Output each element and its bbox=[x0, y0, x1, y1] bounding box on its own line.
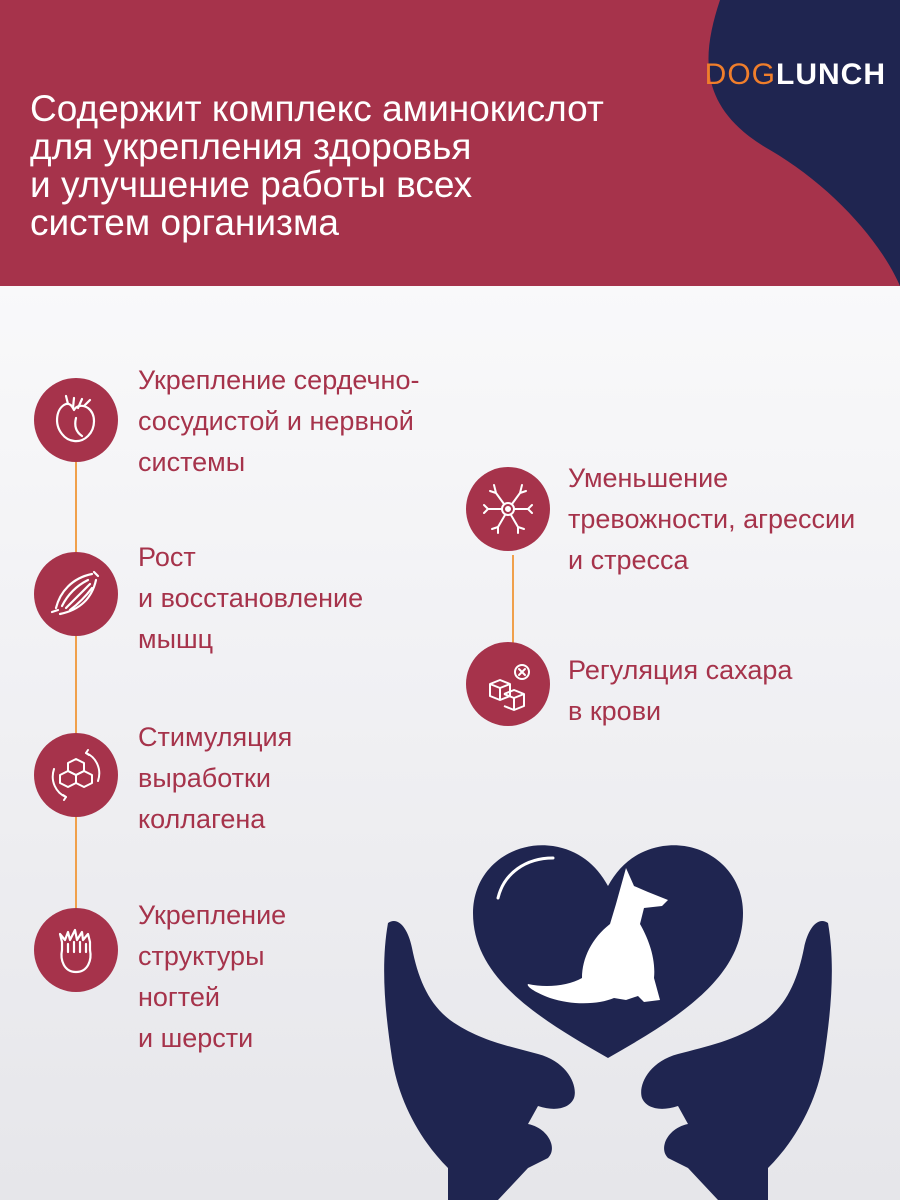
feature-line: в крови bbox=[568, 696, 662, 726]
logo-lunch: LUNCH bbox=[776, 58, 886, 91]
neuron-icon bbox=[466, 467, 550, 551]
feature-line: Регуляция сахара bbox=[568, 655, 793, 685]
muscle-icon bbox=[34, 552, 118, 636]
feature-line: Укрепление bbox=[138, 900, 287, 930]
header-banner bbox=[0, 0, 900, 286]
feature-sugar-text bbox=[568, 650, 792, 732]
feature-line: выработки bbox=[138, 763, 271, 793]
feature-line: ногтей bbox=[138, 982, 220, 1012]
hands-heart-dog-illustration bbox=[378, 828, 838, 1200]
headline-line: и улучшение работы всех bbox=[30, 164, 473, 205]
page-title bbox=[30, 90, 730, 242]
feature-neuron-text bbox=[568, 458, 855, 581]
paw-claws-icon bbox=[34, 908, 118, 992]
feature-line: Стимуляция bbox=[138, 722, 293, 752]
headline-line: для укрепления здоровья bbox=[30, 126, 472, 167]
brand-logo bbox=[705, 58, 886, 92]
feature-line: и восстановление bbox=[138, 583, 364, 613]
headline-line: Содержит комплекс аминокислот bbox=[30, 88, 604, 129]
feature-muscle-text bbox=[138, 537, 363, 660]
feature-line: системы bbox=[138, 447, 246, 477]
logo-dog: DOG bbox=[704, 58, 776, 91]
connector-line-left bbox=[75, 450, 77, 950]
feature-line: и шерсти bbox=[138, 1023, 254, 1053]
headline-line: систем организма bbox=[30, 202, 339, 243]
feature-line: мышц bbox=[138, 624, 214, 654]
feature-line: тревожности, агрессии bbox=[568, 504, 856, 534]
feature-collagen-text bbox=[138, 717, 292, 840]
feature-line: сосудистой и нервной bbox=[138, 406, 414, 436]
feature-paw-text bbox=[138, 895, 286, 1059]
feature-line: коллагена bbox=[138, 804, 266, 834]
sugar-cubes-icon bbox=[466, 642, 550, 726]
feature-line: и стресса bbox=[568, 545, 689, 575]
feature-line: Укрепление сердечно- bbox=[138, 365, 420, 395]
feature-heart-text bbox=[138, 360, 419, 483]
feature-line: Уменьшение bbox=[568, 463, 729, 493]
feature-line: структуры bbox=[138, 941, 265, 971]
heart-organ-icon bbox=[34, 378, 118, 462]
collagen-molecule-icon bbox=[34, 733, 118, 817]
feature-line: Рост bbox=[138, 542, 196, 572]
